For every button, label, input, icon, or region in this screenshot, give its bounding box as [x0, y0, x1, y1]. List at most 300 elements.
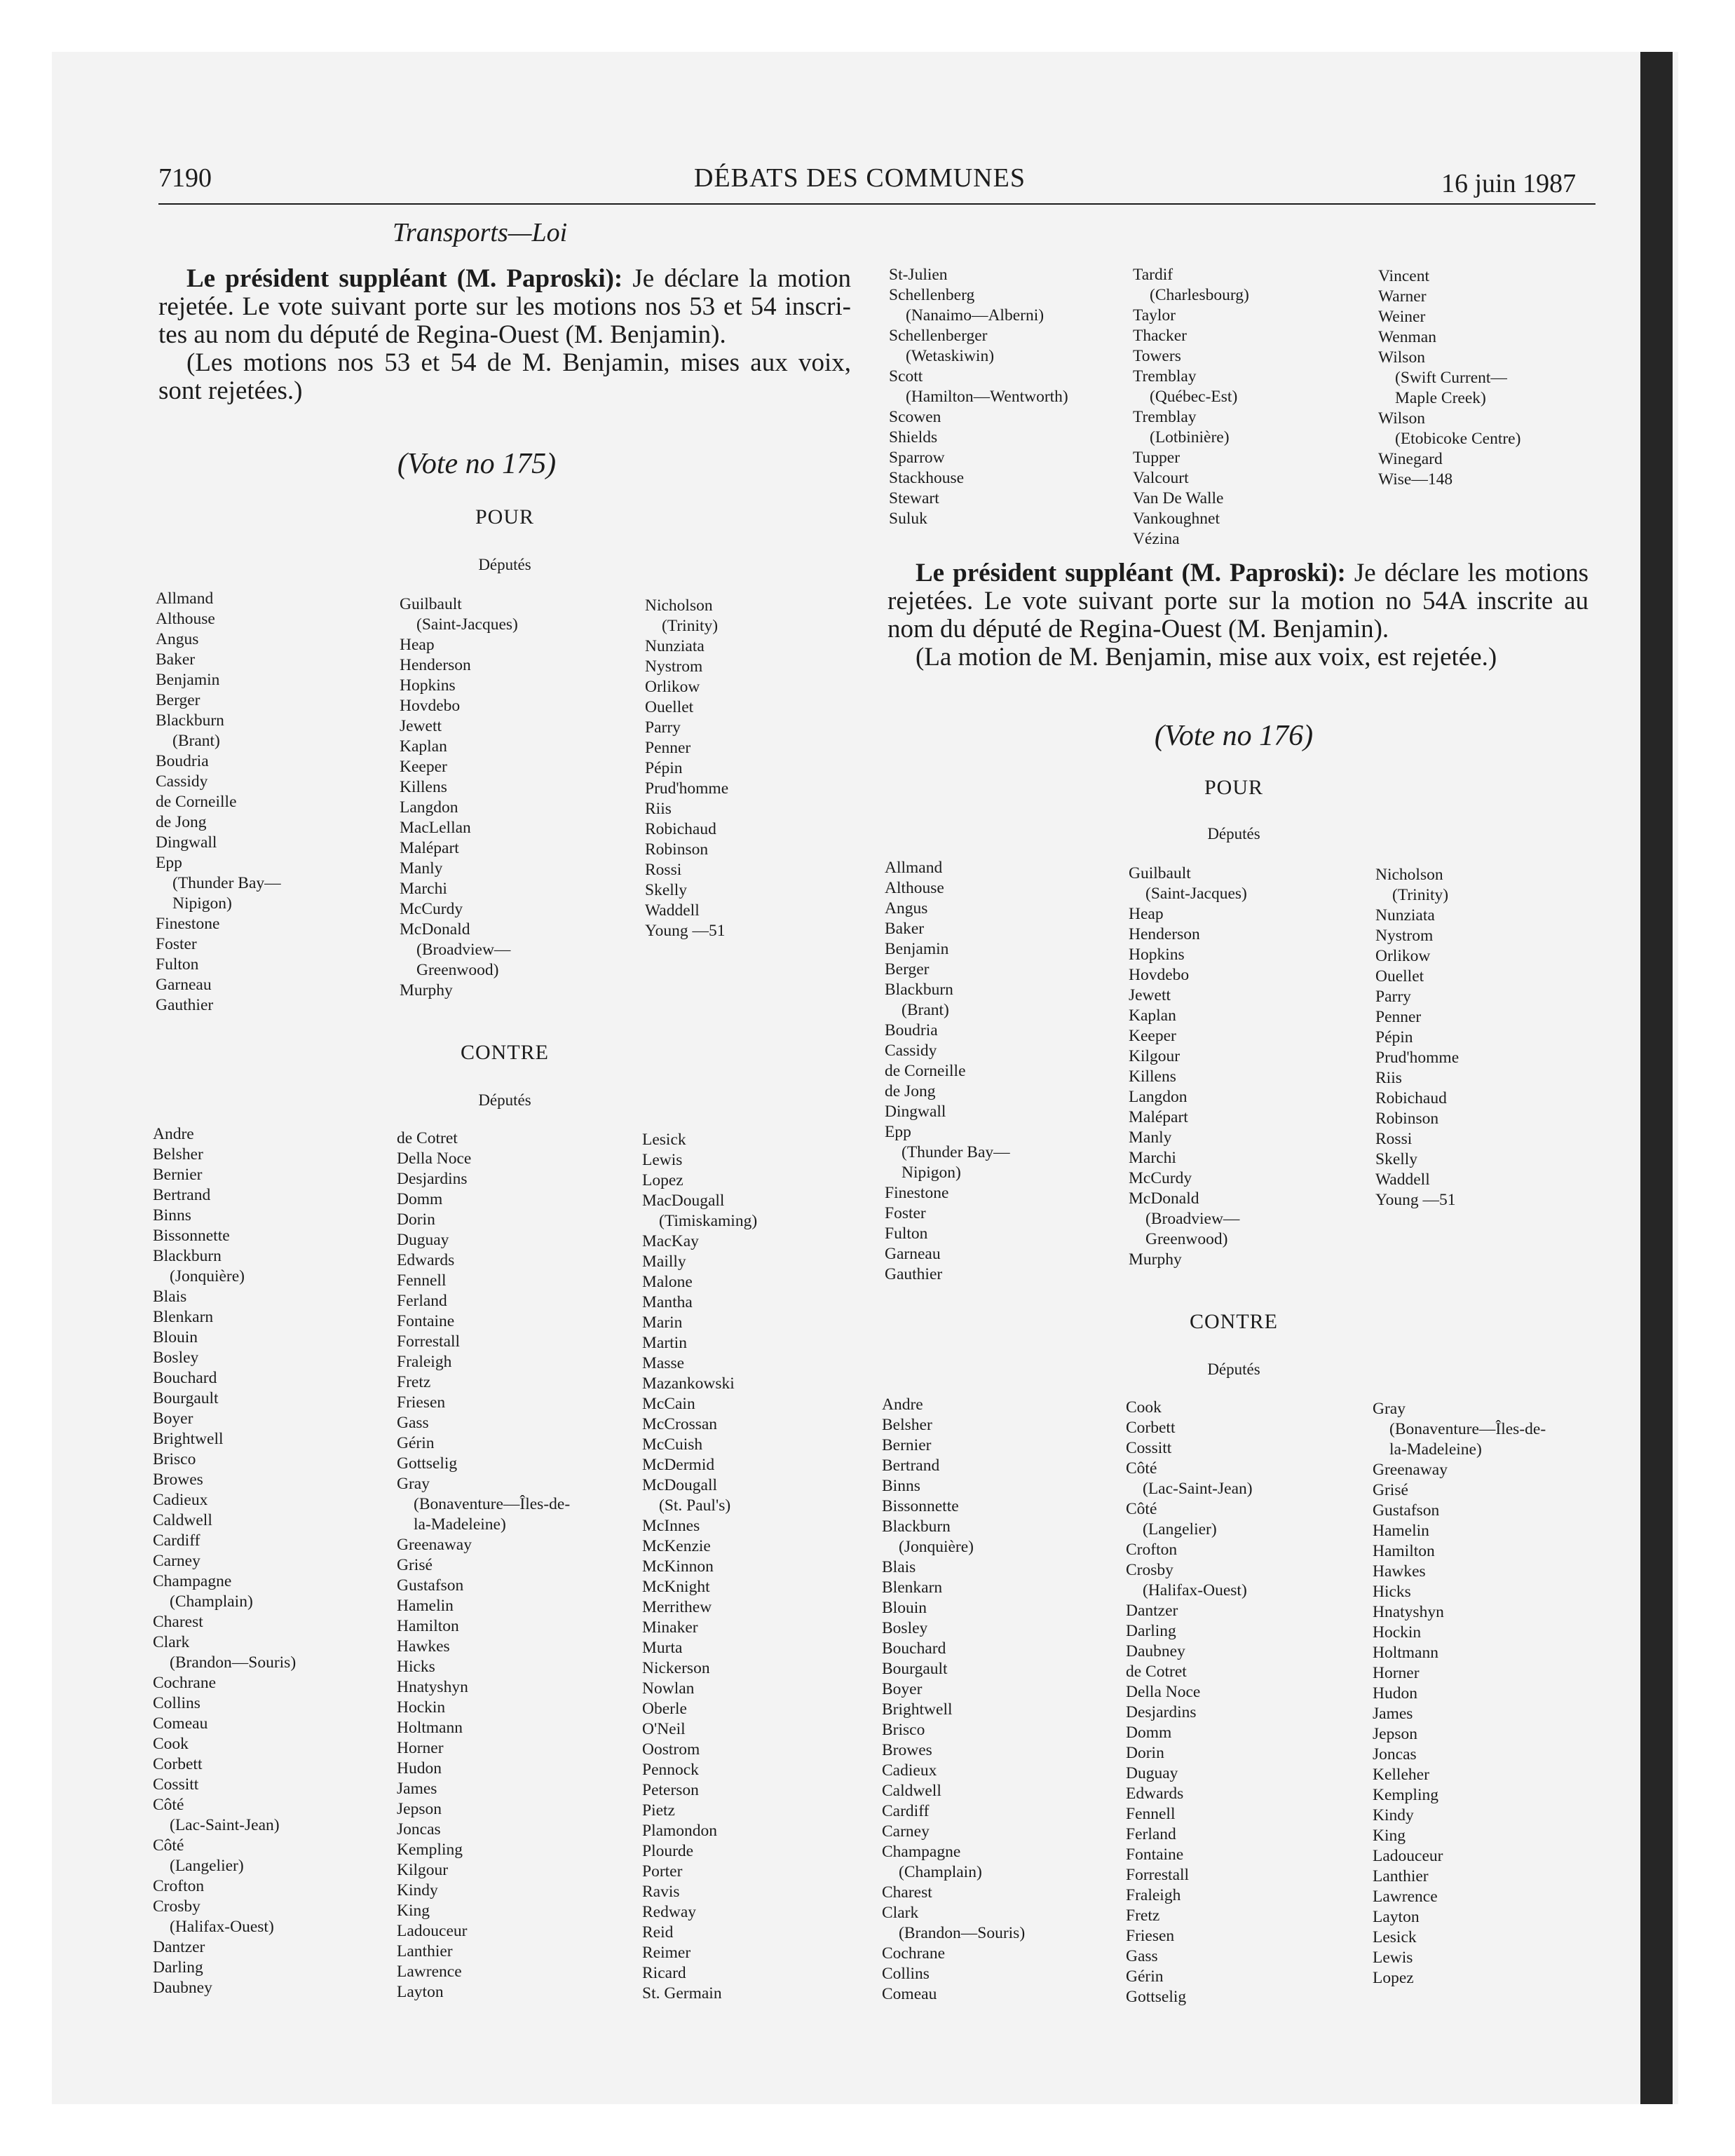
member-name: Oberle	[642, 1700, 687, 1718]
vote-175-contre-col-1	[153, 1124, 296, 1998]
member-name: Gass	[1126, 1947, 1158, 1965]
member-name: Keeper	[400, 758, 447, 776]
riding-name: (Jonquière)	[899, 1538, 974, 1556]
riding-name: (Lotbinière)	[1150, 428, 1230, 446]
right-paragraphs	[887, 559, 1588, 671]
member-name: Finestone	[156, 915, 220, 933]
member-name: Fennell	[1126, 1805, 1176, 1823]
member-name: St. Germain	[642, 1984, 722, 2003]
member-name: Forrestall	[397, 1332, 461, 1351]
member-name: Nickerson	[642, 1659, 710, 1677]
member-name: O'Neil	[642, 1720, 686, 1738]
member-name: Fretz	[397, 1373, 431, 1391]
member-name: Fraleigh	[1126, 1886, 1181, 1904]
member-name: Corbett	[153, 1755, 203, 1773]
riding-name: (Charlesbourg)	[1150, 286, 1249, 304]
member-name: Schellenberg	[889, 286, 975, 304]
member-name: Taylor	[1133, 306, 1176, 325]
member-name: Horner	[397, 1739, 444, 1757]
member-name: Lewis	[642, 1151, 683, 1169]
member-name: de Corneille	[156, 793, 237, 811]
member-name: Mailly	[642, 1253, 686, 1271]
member-name: King	[397, 1902, 430, 1920]
member-name: Robinson	[645, 840, 709, 859]
member-name: Stewart	[889, 489, 939, 507]
vote-175-contre-cont-col-2	[1133, 265, 1249, 550]
member-name: Cassidy	[885, 1042, 937, 1060]
member-name: Marchi	[1129, 1149, 1176, 1167]
riding-name: (Bonaventure—Îles-de-	[1389, 1420, 1546, 1438]
member-name: Darling	[153, 1958, 203, 1977]
member-name: Wilson	[1378, 348, 1425, 367]
vote-175-pour-col-1	[156, 589, 281, 1016]
member-name: Riis	[1375, 1069, 1402, 1087]
member-name: Andre	[153, 1125, 194, 1143]
member-name: Crosby	[153, 1897, 200, 1916]
member-name: Masse	[642, 1354, 685, 1372]
member-name: Porter	[642, 1862, 683, 1881]
member-name: Merrithew	[642, 1598, 712, 1616]
member-name: Mantha	[642, 1293, 693, 1311]
header-rule	[158, 203, 1595, 205]
member-name: McInnes	[642, 1517, 700, 1535]
member-name: Dantzer	[153, 1938, 205, 1956]
member-name: Gustafson	[397, 1576, 464, 1595]
member-name: Winegard	[1378, 450, 1443, 468]
member-name: Bosley	[153, 1349, 199, 1367]
vote-175-pour-col-3	[645, 596, 728, 941]
member-name: Domm	[1126, 1724, 1172, 1742]
member-name: Malépart	[400, 839, 459, 857]
member-name: Carney	[153, 1552, 200, 1570]
paragraph-line: rejetée. Le vote suivant porte sur les motions nos 53 et 54 inscri-	[158, 292, 851, 321]
member-name: Hamilton	[397, 1617, 459, 1635]
member-name: Penner	[1375, 1008, 1422, 1026]
member-name: Young —51	[1375, 1191, 1456, 1209]
member-name: Gottselig	[1126, 1988, 1187, 2006]
member-name: Blenkarn	[882, 1578, 943, 1597]
member-name: Minaker	[642, 1618, 698, 1637]
member-name: Jepson	[1373, 1725, 1417, 1743]
member-name: Jewett	[1129, 986, 1171, 1004]
member-name: Crofton	[1126, 1541, 1178, 1559]
member-name: Lewis	[1373, 1949, 1413, 1967]
member-name: Peterson	[642, 1781, 699, 1799]
member-name: Reid	[642, 1923, 674, 1942]
member-name: Bissonnette	[882, 1497, 959, 1515]
member-name: Hnatyshyn	[397, 1678, 468, 1696]
member-name: Crosby	[1126, 1561, 1173, 1579]
member-name: Pietz	[642, 1801, 675, 1820]
member-name: Wilson	[1378, 409, 1425, 428]
member-name: Kindy	[1373, 1806, 1414, 1824]
member-name: Cochrane	[153, 1674, 217, 1692]
member-name: James	[1373, 1705, 1413, 1723]
member-name: Baker	[885, 920, 925, 938]
member-name: Young —51	[645, 922, 726, 940]
paragraph-line: motions rejetées. Le vote suivant porte sur la motion no 54A	[887, 559, 1588, 615]
member-name: Weiner	[1378, 308, 1426, 326]
member-name: Dingwall	[156, 833, 217, 852]
right-paragraph-2	[887, 643, 1588, 671]
member-name: Cossitt	[153, 1775, 199, 1794]
vote-176-contre-label: CONTRE	[1190, 1310, 1278, 1333]
paragraph-line: tes au nom du député de Regina-Ouest (M. Benjamin).	[158, 320, 726, 349]
member-name: Cardiff	[882, 1802, 930, 1820]
member-name: Garneau	[885, 1245, 941, 1263]
member-name: James	[397, 1780, 437, 1798]
member-name: Guilbault	[400, 595, 462, 613]
member-name: Parry	[645, 718, 681, 737]
member-name: Tardif	[1133, 266, 1173, 284]
member-name: Berger	[156, 691, 200, 709]
member-name: Fontaine	[397, 1312, 455, 1330]
member-name: Martin	[642, 1334, 687, 1352]
member-name: Allmand	[156, 589, 214, 608]
member-name: Grisé	[1373, 1481, 1408, 1499]
member-name: Horner	[1373, 1664, 1420, 1682]
member-name: MacKay	[642, 1232, 699, 1250]
member-name: Kaplan	[1129, 1007, 1176, 1025]
member-name: Bertrand	[882, 1456, 940, 1475]
member-name: Dorin	[397, 1210, 435, 1229]
vote-175-pour-deputes-label: Députés	[478, 556, 531, 573]
member-name: Riis	[645, 800, 672, 818]
riding-name: la-Madeleine)	[414, 1515, 506, 1534]
right-paragraph-1	[887, 559, 1588, 643]
member-name: Heap	[400, 636, 435, 654]
member-name: Dantzer	[1126, 1602, 1178, 1620]
riding-name: Nipigon)	[901, 1164, 961, 1182]
riding-name: (Bonaventure—Îles-de-	[414, 1495, 571, 1513]
member-name: Tremblay	[1133, 408, 1197, 426]
member-name: Binns	[882, 1477, 920, 1495]
riding-name: (Halifax-Ouest)	[170, 1918, 274, 1936]
scan-edge-bar	[1640, 52, 1673, 2104]
member-name: Jepson	[397, 1800, 442, 1818]
riding-name: (Brandon—Souris)	[170, 1653, 297, 1672]
member-name: McCurdy	[1129, 1169, 1192, 1187]
member-name: Orlikow	[645, 678, 700, 696]
member-name: Langdon	[400, 798, 458, 817]
member-name: Grisé	[397, 1556, 433, 1574]
vote-175-contre-col-2	[397, 1128, 570, 2003]
member-name: Kilgour	[1129, 1047, 1181, 1065]
member-name: Hopkins	[1129, 946, 1185, 964]
member-name: Angus	[885, 899, 928, 917]
member-name: Cochrane	[882, 1944, 946, 1963]
member-name: Blackburn	[882, 1517, 951, 1536]
member-name: Côté	[1126, 1500, 1157, 1518]
member-name: Collins	[882, 1965, 930, 1983]
riding-name: (Lac-Saint-Jean)	[170, 1816, 280, 1834]
member-name: Langdon	[1129, 1088, 1188, 1106]
running-title: Transports—Loi	[393, 218, 568, 247]
vote-176-pour-col-2	[1129, 864, 1247, 1270]
member-name: Scott	[889, 367, 923, 386]
member-name: McKnight	[642, 1578, 710, 1596]
member-name: Bouchard	[882, 1639, 946, 1658]
member-name: Gérin	[1126, 1967, 1164, 1986]
member-name: Gass	[397, 1414, 429, 1432]
riding-name: (Saint-Jacques)	[1145, 885, 1247, 903]
left-paragraph-2	[158, 349, 851, 405]
member-name: Wenman	[1378, 328, 1436, 346]
member-name: Hamelin	[1373, 1522, 1429, 1540]
member-name: Fontaine	[1126, 1845, 1184, 1864]
riding-name: (Timiskaming)	[659, 1212, 758, 1230]
member-name: Boudria	[156, 752, 209, 770]
member-name: Cardiff	[153, 1531, 200, 1550]
member-name: McCuish	[642, 1435, 703, 1454]
member-name: Daubney	[153, 1979, 212, 1997]
speaker-name: Le président suppléant (M. Paproski):	[186, 264, 623, 293]
member-name: McCrossan	[642, 1415, 718, 1433]
member-name: Bouchard	[153, 1369, 217, 1387]
member-name: Suluk	[889, 510, 927, 528]
riding-name: (Jonquière)	[170, 1267, 245, 1285]
paragraph-line: Je déclare les	[1354, 559, 1497, 587]
member-name: Belsher	[153, 1145, 203, 1164]
member-name: Althouse	[156, 610, 215, 628]
member-name: Bernier	[153, 1166, 203, 1184]
member-name: Greenaway	[397, 1536, 472, 1554]
member-name: Nicholson	[1375, 866, 1443, 884]
riding-name: (Langelier)	[1143, 1520, 1217, 1538]
member-name: Edwards	[1126, 1785, 1184, 1803]
member-name: Robichaud	[1375, 1089, 1447, 1107]
member-name: Cook	[153, 1735, 189, 1753]
member-name: Hnatyshyn	[1373, 1603, 1444, 1621]
member-name: Parry	[1375, 988, 1411, 1006]
member-name: Layton	[397, 1983, 444, 2001]
member-name: McCurdy	[400, 900, 463, 918]
speaker-name: Le président suppléant (M. Paproski):	[916, 559, 1346, 587]
member-name: Ferland	[397, 1292, 447, 1310]
vote-175-pour-col-2	[400, 594, 518, 1001]
member-name: Keeper	[1129, 1027, 1176, 1045]
member-name: McDonald	[400, 920, 470, 939]
vote-175-contre-cont-col-3	[1378, 266, 1520, 490]
member-name: Bosley	[882, 1619, 928, 1637]
member-name: Fretz	[1126, 1906, 1160, 1925]
member-name: Nystrom	[645, 657, 703, 676]
member-name: Manly	[1129, 1128, 1172, 1147]
member-name: Murphy	[400, 981, 453, 999]
vote-176-pour-deputes-label: Députés	[1207, 825, 1260, 842]
member-name: Hudon	[397, 1759, 442, 1778]
riding-name: Greenwood)	[416, 961, 499, 979]
paragraph-line: sont rejetées.)	[158, 376, 303, 405]
member-name: Gray	[1373, 1400, 1406, 1418]
vote-176-title: (Vote no 176)	[1154, 720, 1314, 752]
member-name: Kempling	[1373, 1786, 1438, 1804]
member-name: Crofton	[153, 1877, 205, 1895]
member-name: Hockin	[1373, 1623, 1422, 1642]
member-name: Champagne	[882, 1843, 961, 1861]
member-name: Nowlan	[642, 1679, 695, 1698]
member-name: Hawkes	[1373, 1562, 1426, 1581]
member-name: Nunziata	[645, 637, 705, 655]
member-name: Hovdebo	[400, 697, 461, 715]
member-name: Côté	[153, 1836, 184, 1855]
member-name: Binns	[153, 1206, 191, 1224]
member-name: Plourde	[642, 1842, 694, 1860]
member-name: Towers	[1133, 347, 1181, 365]
member-name: Rossi	[645, 861, 682, 879]
member-name: Comeau	[153, 1714, 208, 1733]
riding-name: (Langelier)	[170, 1857, 244, 1875]
member-name: Hamilton	[1373, 1542, 1435, 1560]
riding-name: (Québec-Est)	[1150, 388, 1238, 406]
riding-name: (Champlain)	[170, 1592, 253, 1611]
member-name: Clark	[153, 1633, 190, 1651]
member-name: Fraleigh	[397, 1353, 452, 1371]
member-name: Henderson	[400, 656, 471, 674]
member-name: Bissonnette	[153, 1227, 230, 1245]
member-name: Hopkins	[400, 676, 456, 695]
member-name: McCain	[642, 1395, 695, 1413]
riding-name: (Thunder Bay—	[172, 874, 281, 892]
member-name: Van De Walle	[1133, 489, 1224, 507]
member-name: Robichaud	[645, 820, 716, 838]
member-name: Charest	[882, 1883, 932, 1902]
member-name: de Jong	[156, 813, 207, 831]
member-name: Hudon	[1373, 1684, 1417, 1703]
member-name: Murta	[642, 1639, 683, 1657]
vote-175-title: (Vote no 175)	[397, 448, 557, 480]
member-name: Tupper	[1133, 449, 1181, 467]
member-name: Layton	[1373, 1908, 1420, 1926]
member-name: Blackburn	[156, 711, 224, 730]
member-name: Browes	[153, 1471, 203, 1489]
paragraph-line: inscrite au nom du député de Regina-Ouest (M. Benjamin).	[887, 587, 1588, 643]
member-name: Boudria	[885, 1021, 938, 1039]
member-name: Cassidy	[156, 772, 208, 791]
member-name: Ravis	[642, 1883, 680, 1901]
member-name: Della Noce	[397, 1149, 472, 1168]
member-name: Nunziata	[1375, 906, 1435, 925]
member-name: Kaplan	[400, 737, 447, 756]
member-name: Killens	[1129, 1067, 1176, 1086]
member-name: Boyer	[153, 1410, 193, 1428]
riding-name: (Etobicoke Centre)	[1395, 430, 1521, 448]
vote-175-pour-label: POUR	[475, 505, 535, 528]
riding-name: (St. Paul's)	[659, 1496, 731, 1515]
riding-name: (Brant)	[172, 732, 220, 750]
member-name: Brightwell	[882, 1700, 953, 1719]
member-name: Allmand	[885, 859, 943, 877]
riding-name: (Halifax-Ouest)	[1143, 1581, 1247, 1599]
member-name: Holtmann	[1373, 1644, 1438, 1662]
riding-name: (Nanaimo—Alberni)	[906, 306, 1045, 325]
member-name: Caldwell	[882, 1782, 941, 1800]
member-name: Lopez	[642, 1171, 683, 1189]
member-name: Plamondon	[642, 1822, 718, 1840]
member-name: Lawrence	[397, 1963, 462, 1981]
member-name: Thacker	[1133, 327, 1187, 345]
member-name: Blenkarn	[153, 1308, 214, 1326]
member-name: Gustafson	[1373, 1501, 1440, 1520]
riding-name: (Wetaskiwin)	[906, 347, 995, 365]
member-name: Côté	[153, 1796, 184, 1814]
member-name: Robinson	[1375, 1110, 1439, 1128]
member-name: Hicks	[1373, 1583, 1411, 1601]
member-name: Blackburn	[153, 1247, 222, 1265]
left-paragraphs	[158, 265, 851, 405]
riding-name: (Hamilton—Wentworth)	[906, 388, 1068, 406]
member-name: Scowen	[889, 408, 941, 426]
member-name: Jewett	[400, 717, 442, 735]
member-name: Ouellet	[645, 698, 694, 716]
page-number: 7190	[158, 163, 212, 193]
member-name: de Jong	[885, 1082, 936, 1100]
member-name: Valcourt	[1133, 469, 1189, 487]
member-name: Lesick	[642, 1131, 686, 1149]
vote-175-contre-label: CONTRE	[461, 1041, 549, 1064]
publication-title: DÉBATS DES COMMUNES	[694, 163, 1026, 193]
member-name: Pennock	[642, 1761, 699, 1779]
member-name: Clark	[882, 1904, 919, 1922]
riding-name: (Champlain)	[899, 1863, 982, 1881]
member-name: Skelly	[1375, 1150, 1418, 1168]
riding-name: (Thunder Bay—	[901, 1143, 1010, 1161]
member-name: Friesen	[1126, 1927, 1175, 1945]
vote-176-contre-col-1	[882, 1395, 1025, 2005]
member-name: Boyer	[882, 1680, 923, 1698]
member-name: Brisco	[882, 1721, 925, 1739]
member-name: Cadieux	[882, 1761, 937, 1780]
member-name: Blais	[882, 1558, 916, 1576]
member-name: Penner	[645, 739, 691, 757]
member-name: McDonald	[1129, 1189, 1199, 1208]
member-name: Garneau	[156, 976, 212, 994]
member-name: McKinnon	[642, 1557, 714, 1576]
member-name: Corbett	[1126, 1419, 1176, 1437]
member-name: Brightwell	[153, 1430, 224, 1448]
member-name: Gauthier	[885, 1265, 943, 1283]
member-name: Bernier	[882, 1436, 932, 1454]
member-name: Desjardins	[397, 1170, 468, 1188]
member-name: Champagne	[153, 1572, 232, 1590]
member-name: Vankoughnet	[1133, 510, 1220, 528]
member-name: Della Noce	[1126, 1683, 1201, 1701]
riding-name: (Swift Current—	[1395, 369, 1507, 387]
member-name: Hamelin	[397, 1597, 454, 1615]
member-name: MacDougall	[642, 1192, 725, 1210]
left-paragraph-1	[158, 265, 851, 349]
member-name: Reimer	[642, 1944, 691, 1962]
member-name: Nicholson	[645, 596, 713, 615]
left-paragraph-2-text	[158, 348, 851, 405]
member-name: Hicks	[397, 1658, 435, 1676]
member-name: Darling	[1126, 1622, 1176, 1640]
vote-176-contre-deputes-label: Députés	[1207, 1360, 1260, 1378]
member-name: de Cotret	[397, 1129, 458, 1147]
member-name: Marchi	[400, 880, 447, 898]
member-name: Lanthier	[397, 1942, 453, 1960]
member-name: Blackburn	[885, 981, 953, 999]
member-name: Duguay	[397, 1231, 449, 1249]
member-name: Brisco	[153, 1450, 196, 1468]
member-name: Ferland	[1126, 1825, 1176, 1843]
member-name: Lanthier	[1373, 1867, 1429, 1885]
member-name: Skelly	[645, 881, 688, 899]
member-name: Hockin	[397, 1698, 446, 1717]
member-name: Blouin	[882, 1599, 927, 1617]
vote-176-pour-label: POUR	[1204, 776, 1264, 799]
riding-name: (Saint-Jacques)	[416, 615, 518, 634]
